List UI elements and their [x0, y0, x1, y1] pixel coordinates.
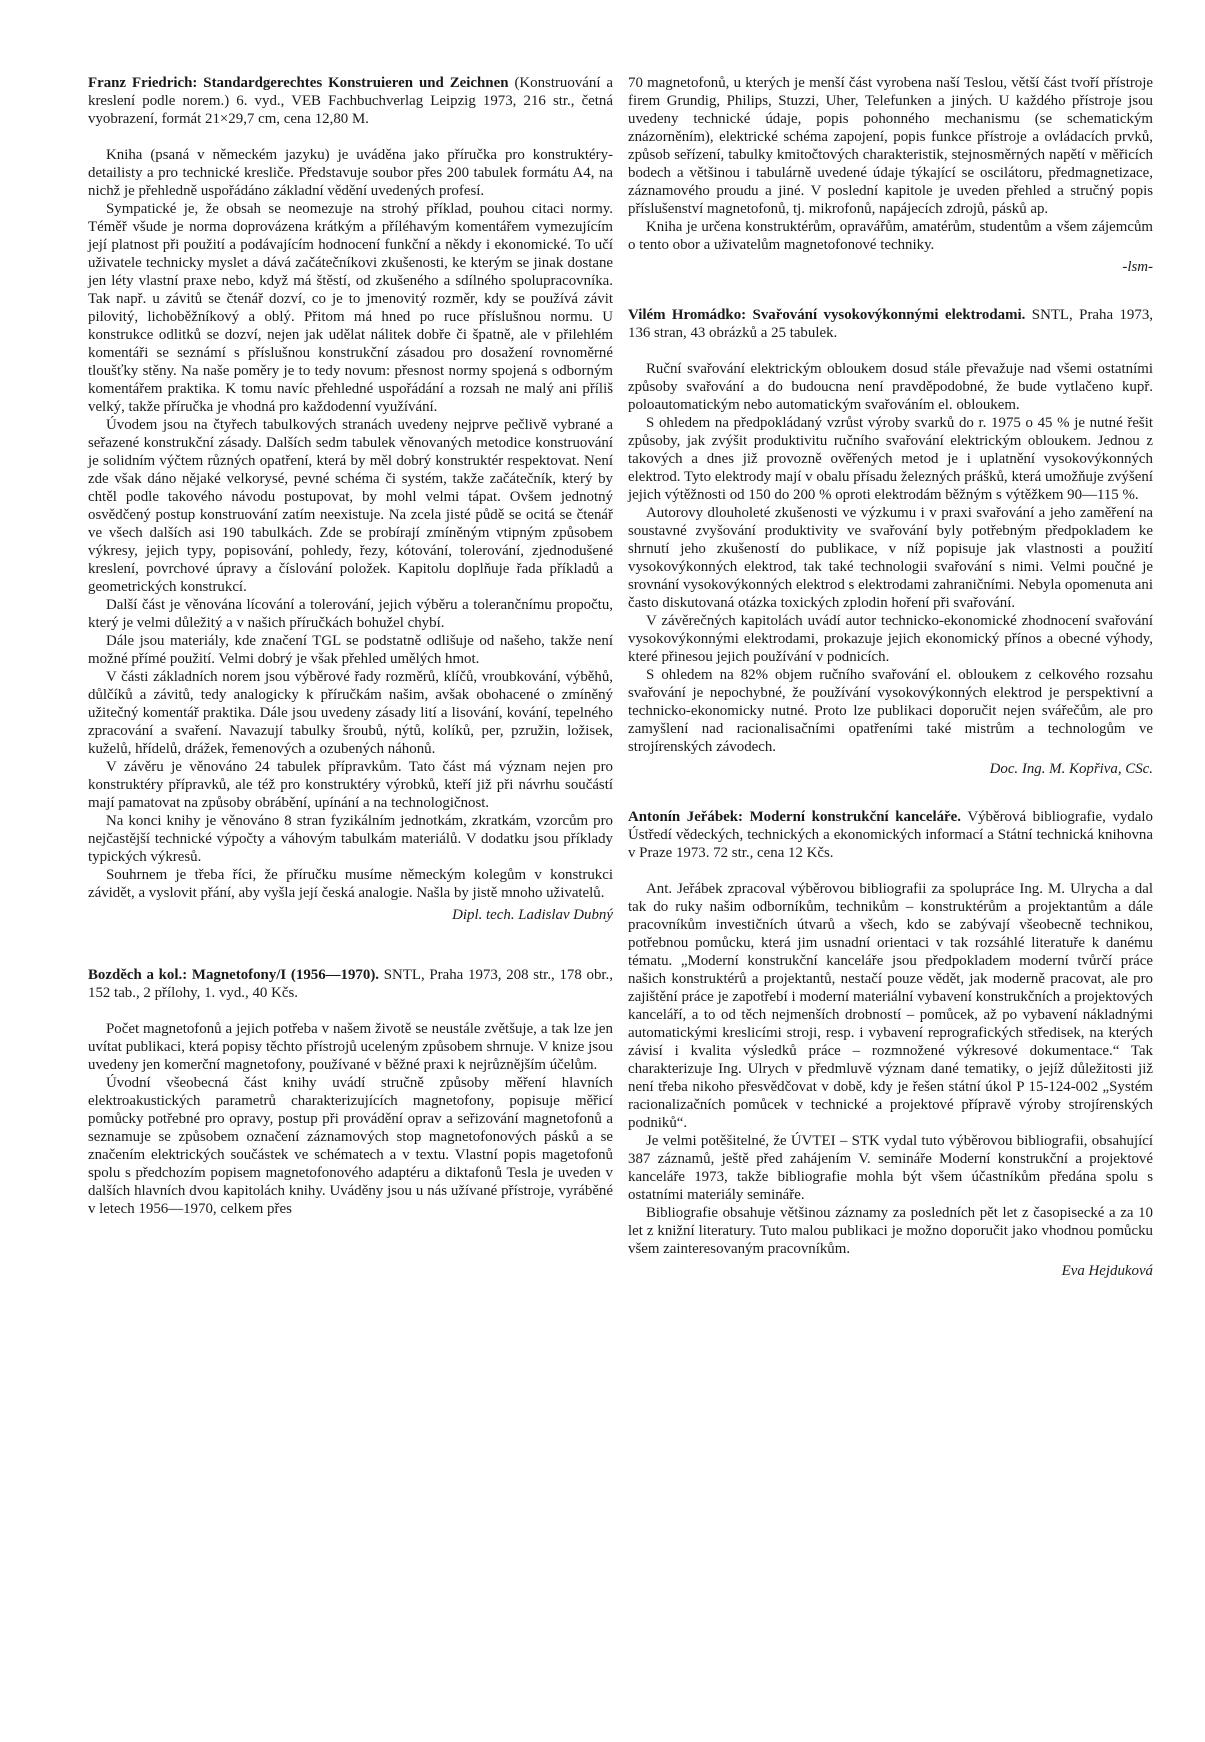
review-bibliography: (Konstruování a kreslení podle norem.) 6. vyd., VEB Fachbuchverlag Leipzig 1973, 216 str., četná vyobrazení, formát 21×29,7 cm, cena 12,80 M. — [88, 75, 614, 127]
review-body — [88, 1020, 613, 1218]
review-heading — [628, 808, 1153, 862]
review-author: Vilém Hromádko: — [628, 307, 747, 323]
right-column — [628, 74, 1153, 1280]
spacer — [628, 778, 1153, 808]
review-heading — [628, 306, 1153, 342]
paragraph: Ant. Jeřábek zpracoval výběrovou bibliografii za spolupráce Ing. M. Ulrycha a dal tak do ruky našim odborníkům, technikům – konstruktérům a projektantům a dále pracovníkům investičních útvarů a všech, kdo se zabývají všeobecně technikou, potřebnou pomůcku, která jim usnadní orientaci v tak rozsáhlé literatuře k danému tématu. „Moderní konstrukční kanceláře jsou předpokladem moderní tvůrčí práce našich konstruktérů a projektantů, nestačí pouze vědět, jak moderně pracovat, ale pro zajištění práce je zapotřebí i moderní materiální vybavení konstrukčních a projektových kanceláří, a to od těch nejmenších drobností – pomůcek, až po vybavení nákladnými automatickými kreslicími stroji, resp. i vybavení reprografických středisek, na kterých závisí i kvalita výsledků práce – rozmnožené výkresové dokumentace.“ Tak charakterizuje Ing. Ulrych v předmluvě význam dané tematiky, o jejíž důležitosti již není třeba nikoho přesvědčovat v době, kdy je řešen státní úkol P 15-124-002 „Systém racionalizačních pomůcek v technické a projektové přípravě výroby strojírenských podniků“. — [628, 881, 1153, 1131]
paragraph: Na konci knihy je věnováno 8 stran fyzikálním jednotkám, zkratkám, vzorcům pro nejčastější technické výpočty a váhovým tabulkám materiálů. V dodatku jsou příklady typických výkresů. — [88, 813, 613, 865]
paragraph: S ohledem na 82% objem ručního svařování el. obloukem z celkového rozsahu svařování je nepochybné, že používání vysokovýkonných elektrod je perspektivní a technicko-ekonomicky nutné. Proto lze publikaci doporučit nejen svářečům, ale pro zamyšlení nad racionalisačními opatřeními také mistrům a technologům ve strojírenských závodech. — [628, 667, 1153, 755]
paragraph: V části základních norem jsou výběrové řady rozměrů, klíčů, vroubkování, výběhů, důlčíků a závitů, tedy analogicky k příručkám našim, avšak obohacené o zmíněný užitečný komentář praktika. Dále jsou uvedeny zásady lití a lisování, kování, tepelného zpracování a svaření. Navazují tabulky šroubů, nýtů, kolíků, per, pzružin, ložisek, kuželů, hřídelů, drážek, řemenových a ozubených náhonů. — [88, 669, 613, 757]
review-signature: -lsm- — [1122, 259, 1153, 275]
paragraph: Úvodem jsou na čtyřech tabulkových stranách uvedeny nejprve pečlivě vybrané a seřazené konstrukční zásady. Dalších sedm tabulek věnovaných metodice konstruování je solidním výčtem různých opatření, která by měl dobrý konstruktér respektovat. Není zde však dáno nějaké velkorysé, pevné schéma či systém, takže začátečník, který by chtěl podle takového návodu postupovat, by mohl velmi tápat. Ovšem jednotný osvědčený postup konstruování zatím neexistuje. Na zcela jisté půdě se ocitá se čtenář ve všech dalších asi 190 tabulkách. Zde se probírají zmíněným vtipným způsobem výkresy, jejich typy, popisování, pohledy, řezy, kótování, tolerování, zjednodušené kreslení, povrchové úpravy a číslování položek. Kapitolu doplňuje řada příkladů a geometrických konstrukcí. — [88, 417, 613, 595]
review-author: Franz Friedrich: — [88, 75, 198, 91]
review-author: Antonín Jeřábek: — [628, 809, 743, 825]
review-body — [628, 74, 1153, 254]
review-title: Moderní konstrukční kanceláře. — [749, 809, 961, 825]
paragraph: Souhrnem je třeba říci, že příručku musíme německým kolegům v konstrukci závidět, a vyslovit přání, aby vyšla její česká analogie. Našla by jistě mnoho uživatelů. — [88, 867, 613, 901]
review-jerabek — [628, 808, 1153, 1280]
spacer — [88, 924, 613, 966]
review-heading — [88, 74, 613, 128]
review-signature: Doc. Ing. M. Kopřiva, CSc. — [989, 761, 1153, 777]
paragraph: 70 magnetofonů, u kterých je menší část vyrobena naší Teslou, větší část tvoří přístroje firem Grundig, Philips, Stuzzi, Uher, Telefunken a jiných. U každého přístroje jsou uvedeny technické údaje, popis pohonného mechanismu (se schematickým znázorněním), elektrické schéma zapojení, popis funkce přístroje a ovládacích prvků, způsob seřízení, tabulky kmitočtových charakteristik, stejnosměrných napětí v měřicích bodech a většinou i tabulárně uvedené údaje týkající se oscilátoru, předmagnetizace, záznamového proudu a jiné. V poslední kapitole je uveden přehled a stručný popis příslušenství magnetofonů, tj. mikrofonů, napájecích zdrojů, pásků ap. — [628, 75, 1153, 217]
paragraph: Je velmi potěšitelné, že ÚVTEI – STK vydal tuto výběrovou bibliografii, obsahující 387 záznamů, ještě před zahájením V. semináře Moderní konstrukční a projektové kanceláře 1973, takže bibliografie mohla být všem účastníkům předána spolu s ostatními materiály semináře. — [628, 1133, 1153, 1203]
spacer — [628, 276, 1153, 306]
paragraph: Kniha (psaná v německém jazyku) je uváděna jako příručka pro konstruktéry-detailisty a pro technické kresliče. Představuje soubor přes 200 tabulek formátu A4, na nichž je přehledně uspořádáno základní vědění uvedených profesí. — [88, 147, 613, 199]
paragraph: Autorovy dlouholeté zkušenosti ve výzkumu i v praxi svařování a jeho zaměření na soustavné zvyšování produktivity ve svařování byly potřebným předpokladem ke shrnutí jeho zkušeností do publikace, v níž popisuje jak vlastnosti a použití vysokovýkonných elektrod, tak také technologii svařování s nimi. Velmi poučné je srovnání vysokovýkonných elektrod s elektrodami zahraničními. Nebyla opomenuta ani často diskutovaná otázka toxických zplodin hoření při svařování. — [628, 505, 1153, 611]
review-bozdech — [88, 966, 613, 1218]
review-bibliography: SNTL, Praha 1973, 208 str., 178 obr., 152 tab., 2 přílohy, 1. vyd., 40 Kčs. — [88, 967, 613, 1001]
paragraph: Úvodní všeobecná část knihy uvádí stručně způsoby měření hlavních elektroakustických parametrů charakterizujících magnetofony, popisuje měřicí pomůcky potřebné pro opravy, postup při provádění oprav a seřizování magnetofonů a seznamuje se způsobem označení záznamových stop magnetofonových pásků a se značením elektrických součástek ve schématech a v textu. Vlastní popis magetofonů spolu s předchozím popisem magnetofonového adaptéru a diktafonů Tesla je uveden v dalších hlavních dvou kapitolách knihy. Uváděny jsou u nás užívané přístroje, vyráběné v letech 1956—1970, celkem přes — [88, 1075, 613, 1217]
review-body — [628, 880, 1153, 1258]
left-column — [88, 74, 613, 1218]
review-hromadko — [628, 306, 1153, 778]
review-title: Svařování vysokovýkonnými elektrodami. — [752, 307, 1026, 323]
paragraph: Bibliografie obsahuje většinou záznamy za posledních pět let z časopisecké a za 10 let z knižní literatury. Tuto malou publikaci je možno doporučit jako vhodnou pomůcku všem zainteresovaným pracovníkům. — [628, 1205, 1153, 1257]
paragraph: Další část je věnována lícování a tolerování, jejich výběru a tolerančnímu propočtu, který je velmi důležitý a v našich příručkách bohužel chybí. — [88, 597, 613, 631]
review-title: Standardgerechtes Konstruieren und Zeichnen — [203, 75, 509, 91]
review-author: Bozděch a kol.: — [88, 967, 188, 983]
review-friedrich — [88, 74, 613, 924]
paragraph: Kniha je určena konstruktérům, opravářům, amatérům, studentům a všem zájemcům o tento obor a uživatelům magnetofonové techniky. — [628, 219, 1153, 253]
review-title: Magnetofony/I (1956—1970). — [191, 967, 380, 983]
review-bibliography: SNTL, Praha 1973, 136 stran, 43 obrázků a 25 tabulek. — [628, 307, 1153, 341]
review-body — [628, 360, 1153, 756]
paragraph: Sympatické je, že obsah se neomezuje na strohý příklad, pouhou citaci normy. Téměř všude je norma doprovázena krátkým a příléhavým komentářem vymezujícím její platnost při použití a podávajícím hodnocení funkční a někdy i ekonomické. To učí uživatele technicky myslet a dává začátečníkovi zkušenosti, ke kterým se jinak dostane jen léty vlastní praxe nebo, když má štěstí, od zkušeného a sdílného spolupracovníka. Tak např. u závitů se čtenář dozví, co je to jmenovitý rozměr, kdy se používá závit pilovitý, lichoběžníkový a oblý. Přitom má hned po ruce příslušnou normu. U konstrukce odlitků se dozví, nejen jak udělat nálitek dobře či špatně, ale v přilehlém komentáři se seznámí s příslušnou konstrukční zásadou pro dosažení rovnoměrné tloušťky stěny. Na naše poměry je to tedy novum: přesnost normy spojená s odborným komentářem praktika. K tomu navíc přehledné uspořádání a rozsah ne malý ani příliš velký, takže příručka je vhodná pro každodenní využívání. — [88, 201, 613, 415]
review-bibliography: Výběrová bibliografie, vydalo Ústředí vědeckých, technických a ekonomických informací a Státní technická knihovna v Praze 1973. 72 str., cena 12 Kčs. — [628, 809, 1153, 861]
review-signature: Dipl. tech. Ladislav Dubný — [452, 907, 613, 923]
paragraph: S ohledem na předpokládaný vzrůst výroby svarků do r. 1975 o 45 % je nutné řešit způsoby, jak zvýšit produktivitu ručního svařování elektrickým obloukem. Jednou z takových a dnes již provozně ověřených metod je i uplatnění vysokovýkonných elektrod. Tyto elektrody mají v obalu přísadu železných prášků, která umožňuje zvýšení jejich výtěžnosti od 150 do 200 % oproti elektrodám běžným s výtěžkem 90—115 %. — [628, 415, 1153, 503]
review-body — [88, 146, 613, 902]
review-heading — [88, 966, 613, 1002]
paragraph: V závěrečných kapitolách uvádí autor technicko-ekonomické zhodnocení svařování vysokovýkonnými elektrodami, prokazuje jejich ekonomický přínos a obecné výhody, které přinesou jejich používání v podnicích. — [628, 613, 1153, 665]
paragraph: V závěru je věnováno 24 tabulek přípravkům. Tato část má význam nejen pro konstruktéry přípravků, ale též pro konstruktéry výrobků, kteří již při návrhu součástí mají pamatovat na způsoby obrábění, upínání a na technologičnost. — [88, 759, 613, 811]
review-bozdech-continued — [628, 74, 1153, 276]
review-signature: Eva Hejduková — [1061, 1263, 1153, 1279]
paragraph: Počet magnetofonů a jejich potřeba v našem životě se neustále zvětšuje, a tak lze jen uvítat publikaci, která popisy těchto přístrojů uceleným způsobem shrnuje. V knize jsou uvedeny jen komerční magnetofony, používané v běžné praxi k nejrůznějším účelům. — [88, 1021, 613, 1073]
paragraph: Ruční svařování elektrickým obloukem dosud stále převažuje nad všemi ostatními způsoby svařování a do budoucna není pravděpodobné, že bude vytlačeno kupř. poloautomatickým nebo automatickým svařováním el. obloukem. — [628, 361, 1153, 413]
paragraph: Dále jsou materiály, kde značení TGL se podstatně odlišuje od našeho, takže není možné přímé použití. Velmi dobrý je však přehled umělých hmot. — [88, 633, 613, 667]
